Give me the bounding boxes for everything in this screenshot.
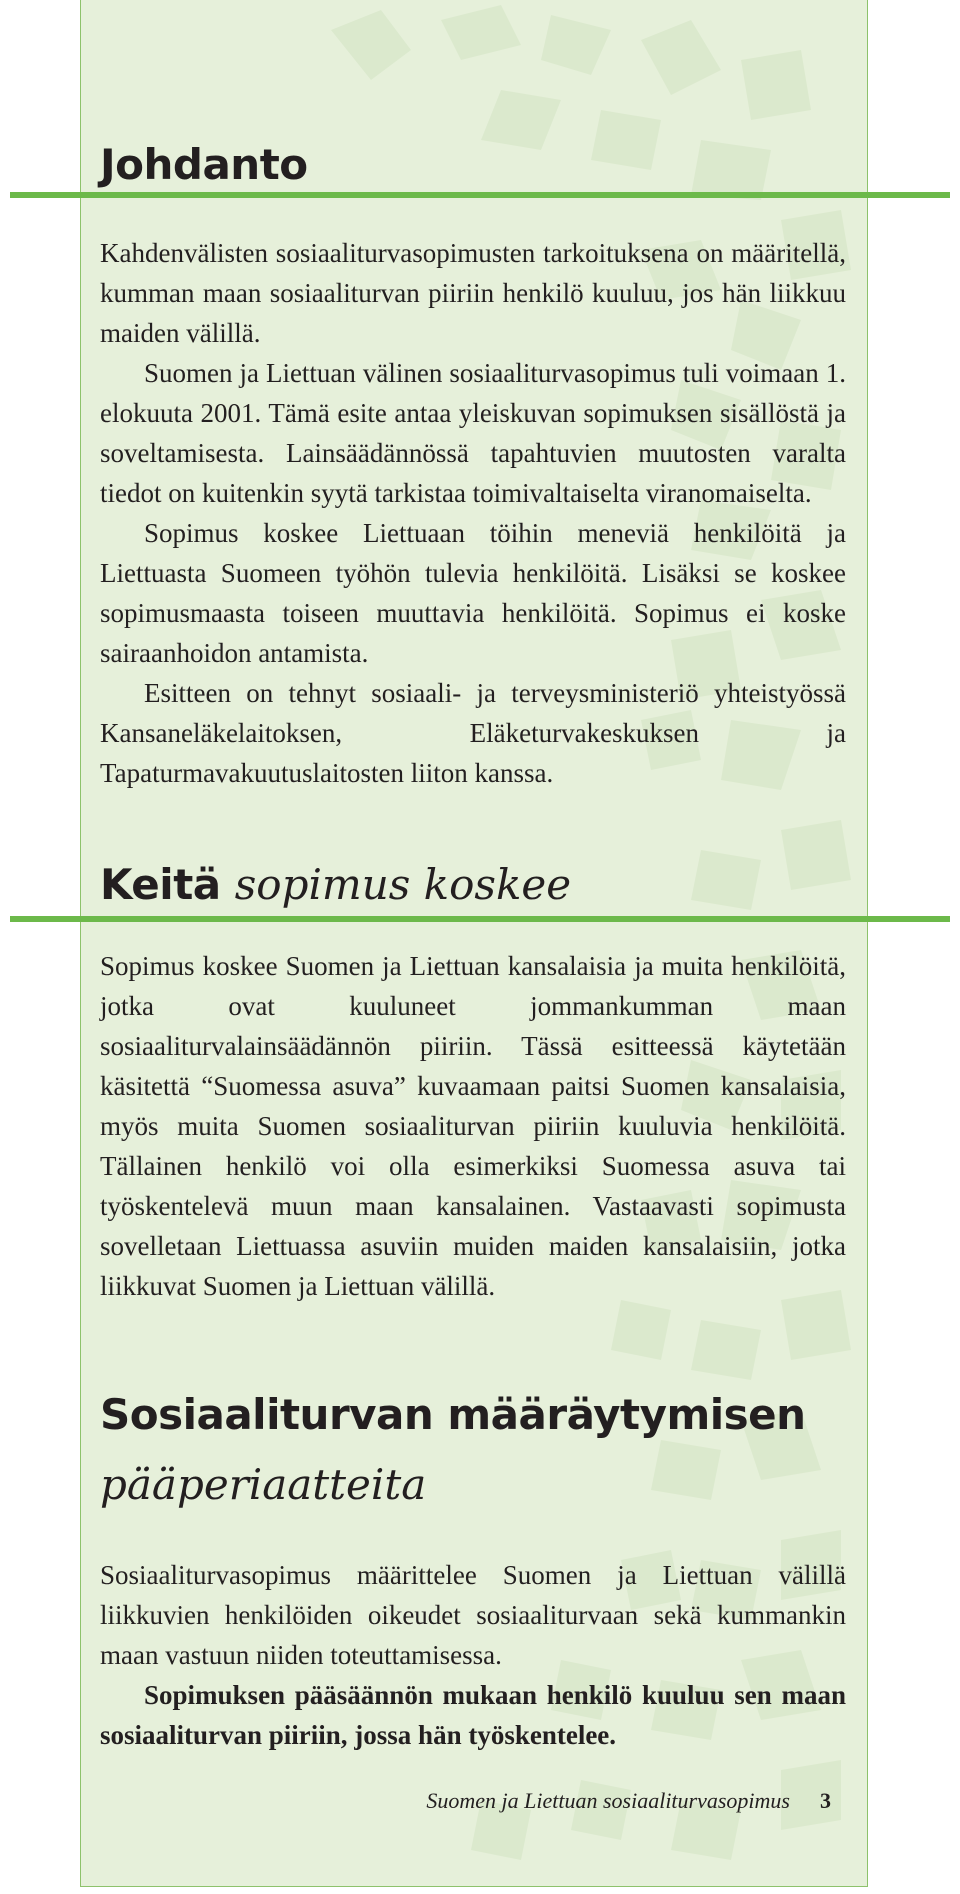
heading-johdanto: Johdanto (100, 140, 308, 189)
who-body (100, 946, 846, 1306)
principles-paragraph: Sosiaaliturvasopimus määrittelee Suomen ja Liettuan välillä liikkuvien henkilöiden oikeudet sosiaaliturvaan sekä kummankin maan vastuun niiden toteuttamisessa. (100, 1560, 846, 1670)
intro-body (100, 233, 846, 793)
intro-paragraph: Sopimus koskee Liettuaan töihin meneviä henkilöitä ja Liettuasta Suomeen työhön tulevia henkilöitä. Lisäksi se koskee sopimusmaasta toiseen muuttavia henkilöitä. Sopimus ei koske sairaanhoidon antamista. (100, 518, 846, 668)
footer-title: Suomen ja Liettuan sosiaaliturvasopimus (426, 1788, 790, 1813)
heading-bold-part: Keitä (100, 860, 221, 909)
heading-paaperiaatteita (100, 1460, 426, 1509)
section-divider (10, 916, 950, 922)
heading-italic-part: sopimus koskee (234, 860, 572, 909)
section-divider (10, 192, 950, 198)
principles-body (100, 1555, 846, 1755)
who-paragraph: Sopimus koskee Suomen ja Liettuan kansalaisia ja muita henkilöitä, jotka ovat kuuluneet jommankumman maan sosiaaliturvalainsäädännön piiriin. Tässä esitteessä käytetään käsitettä “Suomessa asuva” kuvaamaan paitsi Suomen kansalaisia, myös muita Suomen sosiaaliturvan piiriin kuuluvia henkilöitä. Tällainen henkilö voi olla esimerkiksi Suomessa asuva tai työskentelevä muun maan kansalainen. Vastaavasti sopimusta sovelletaan Liettuassa asuviin muiden maiden kansalaisiin, jotka liikkuvat Suomen ja Liettuan välillä. (100, 951, 846, 1301)
heading-keita-sopimus-koskee (100, 860, 571, 909)
page-number: 3 (820, 1788, 831, 1813)
intro-paragraph: Suomen ja Liettuan välinen sosiaaliturvasopimus tuli voimaan 1. elokuuta 2001. Tämä esite antaa yleiskuvan sopimuksen sisällöstä ja soveltamisesta. Lainsäädännössä tapahtuvien muutosten varalta tiedot on kuitenkin syytä tarkistaa toimivaltaiselta viranomaiselta. (100, 358, 846, 508)
intro-paragraph: Kahdenvälisten sosiaaliturvasopimusten tarkoituksena on määritellä, kumman maan sosiaaliturvan piiriin henkilö kuuluu, jos hän liikkuu maiden välillä. (100, 238, 846, 348)
heading-sosiaaliturvan-maaraytymisen: Sosiaaliturvan määräytymisen (100, 1390, 806, 1439)
heading-italic-part: pääperiaatteita (100, 1460, 427, 1509)
principles-paragraph-bold: Sopimuksen pääsäännön mukaan henkilö kuuluu sen maan sosiaaliturvan piiriin, jossa hän työskentelee. (100, 1680, 846, 1750)
intro-paragraph: Esitteen on tehnyt sosiaali- ja terveysministeriö yhteistyössä Kansaneläkelaitoksen, Eläketurvakeskuksen ja Tapaturmavakuutuslaitosten liiton kanssa. (100, 678, 846, 788)
